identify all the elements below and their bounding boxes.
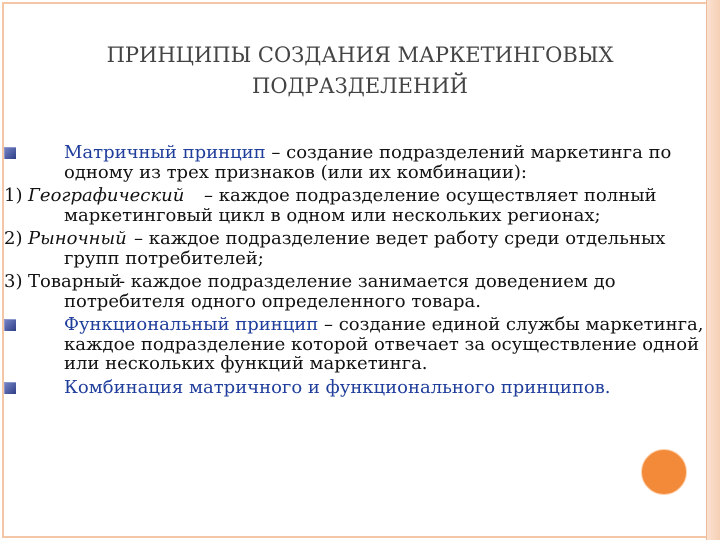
item-highlight: Матричный принцип <box>64 142 266 163</box>
item-rest: – каждое подразделение осуществляет полный маркетинговый цикл в одном или нескольких регионах; <box>64 185 657 226</box>
slide-edge-decoration <box>706 0 720 540</box>
item-rest: - каждое подразделение занимается доведением до потребителя одного определенного товара. <box>64 271 616 312</box>
list-item-product <box>4 272 704 311</box>
item-term: Географический <box>28 185 185 206</box>
item-term: Товарный <box>28 271 122 292</box>
item-text <box>64 272 704 311</box>
item-text: – создание единой службы маркетинга, каждое подразделение которой отвечает за осуществление одной или нескольких функций маркетинга. <box>64 314 704 374</box>
square-bullet-icon <box>4 382 16 394</box>
list-item-combination <box>4 378 704 398</box>
slide-body <box>4 143 704 401</box>
item-text <box>64 229 704 268</box>
list-item-functional <box>4 315 704 374</box>
item-highlight: Комбинация матричного и функционального принципов. <box>64 376 611 398</box>
list-item-geographic <box>4 186 704 225</box>
title-line-1: ПРИНЦИПЫ СОЗДАНИЯ МАРКЕТИНГОВЫХ <box>106 43 614 67</box>
slide-title <box>40 40 680 102</box>
item-number: 2) <box>4 228 23 249</box>
item-text: – создание подразделений маркетинга по одному из трех признаков (или их комбинации): <box>64 142 672 183</box>
list-item-matrix <box>4 143 704 182</box>
item-number: 3) <box>4 271 23 292</box>
list-item-market <box>4 229 704 268</box>
item-number: 1) <box>4 185 23 206</box>
square-bullet-icon <box>4 319 16 331</box>
item-highlight: Функциональный принцип <box>64 314 319 335</box>
square-bullet-icon <box>4 147 16 159</box>
item-rest: – каждое подразделение ведет работу среди отдельных групп потребителей; <box>64 228 666 269</box>
orange-circle-decoration <box>641 449 687 495</box>
title-line-2: ПОДРАЗДЕЛЕНИЙ <box>252 74 468 98</box>
item-term: Рыночный <box>28 228 127 249</box>
